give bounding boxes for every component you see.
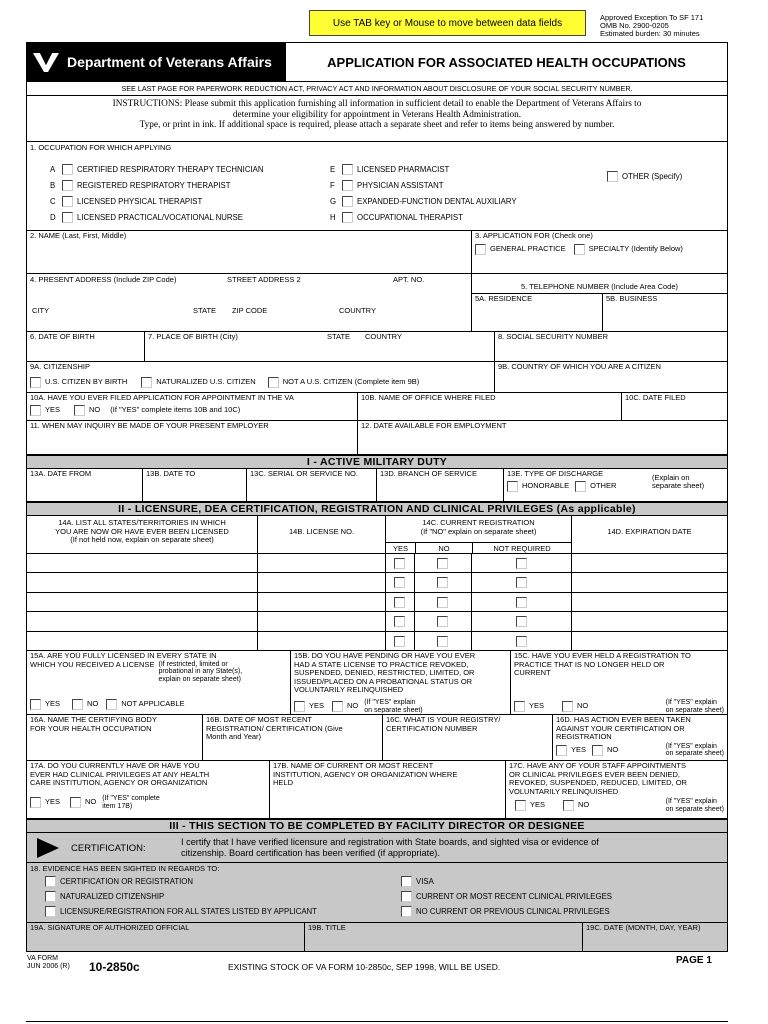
checkbox[interactable] (437, 597, 448, 608)
header-row (27, 43, 727, 82)
occupation-option-c[interactable] (50, 196, 202, 207)
service-no-field[interactable]: 13C. SERIAL OR SERVICE NO. (246, 469, 376, 501)
checkbox[interactable] (62, 164, 73, 175)
q10a-yes-checkbox[interactable] (30, 405, 41, 416)
reg-no-cell (414, 554, 471, 572)
residence-phone-field[interactable]: 5A. RESIDENCE (475, 294, 533, 303)
checkbox[interactable] (516, 636, 527, 647)
q15a-no-checkbox[interactable] (72, 699, 83, 710)
general-practice-checkbox[interactable] (475, 244, 486, 255)
institution-field[interactable]: 17B. NAME OF CURRENT OR MOST RECENT INSTITUTION, AGENCY OR ORGANIZATION WHERE HELD (269, 761, 505, 818)
expiration-date-field[interactable] (571, 573, 727, 591)
checkbox[interactable] (394, 636, 405, 647)
q16d-yes-checkbox[interactable] (556, 745, 567, 756)
state-field[interactable] (27, 593, 257, 611)
reg-nr-cell (471, 573, 571, 591)
business-phone-field[interactable]: 5B. BUSINESS (602, 294, 727, 331)
row-prior-application (27, 393, 727, 421)
evidence-visa[interactable]: VISA (401, 876, 434, 887)
branch-of-service-field[interactable]: 13D. BRANCH OF SERVICE (376, 469, 503, 501)
reg-no-cell (414, 573, 471, 591)
reg-yes-cell (385, 612, 414, 630)
expiration-date-field[interactable] (571, 593, 727, 611)
row-address-phone (27, 274, 727, 332)
omb-info (600, 14, 750, 38)
signature-row (27, 923, 727, 951)
reg-no-cell (414, 612, 471, 630)
form-title: APPLICATION FOR ASSOCIATED HEALTH OCCUPATIONS (285, 43, 727, 81)
checkbox[interactable] (401, 876, 412, 887)
license-no-field[interactable] (257, 593, 385, 611)
evidence-row: 18. EVIDENCE HAS BEEN SIGHTED IN REGARDS TO: CERTIFICATION OR REGISTRATION NATURALIZED CITIZENSHIP LICENSURE/REGISTRATION FOR ALL STATES LISTED BY APPLICANT VISA CURRENT OR MOST RECENT CLINICAL PRIVILEGES NO CURRENT OR PREVIOUS CLINICAL PRIVILEGES (27, 863, 727, 923)
recent-registration-date-field[interactable]: 16B. DATE OF MOST RECENT REGISTRATION/ CERTIFICATION (Give Month and Year) (202, 715, 382, 760)
reg-no-cell (414, 593, 471, 611)
reg-no-cell (414, 632, 471, 650)
table-row (27, 554, 727, 573)
reg-nr-cell (471, 632, 571, 650)
row-birth-ssn (27, 332, 727, 362)
option-label: LICENSED PHARMACIST (357, 165, 450, 174)
row-q15 (27, 651, 727, 715)
section-licensure-heading: II - LICENSURE, DEA CERTIFICATION, REGISTRATION AND CLINICAL PRIVILEGES (As applicable) (27, 502, 727, 516)
occupation-option-e[interactable] (330, 164, 449, 175)
footer-page-number: PAGE 1 (676, 955, 712, 966)
application-form (26, 42, 728, 952)
row-military (27, 469, 727, 502)
option-label: OCCUPATIONAL THERAPIST (357, 213, 463, 222)
checkbox[interactable] (62, 180, 73, 191)
option-label: CERTIFIED RESPIRATORY THERAPY TECHNICIAN (77, 165, 264, 174)
certification-row (27, 833, 727, 863)
option-letter: F (330, 181, 335, 190)
q15a-na-checkbox[interactable] (106, 699, 117, 710)
license-no-field[interactable] (257, 554, 385, 572)
q17a-cell: 17A. DO YOU CURRENTLY HAVE OR HAVE YOU EVER HAD CLINICAL PRIVILEGES AT ANY HEALTH CARE INSTITUTION, AGENCY OR ORGANIZATION YES NO (If "YES" complete item 17B) (30, 761, 210, 810)
section-military-heading: I - ACTIVE MILITARY DUTY (27, 455, 727, 469)
place-of-birth-field[interactable]: 7. PLACE OF BIRTH (City) STATE COUNTRY (144, 332, 494, 361)
option-label: EXPANDED-FUNCTION DENTAL AUXILIARY (357, 197, 517, 206)
footer-existing-stock: EXISTING STOCK OF VA FORM 10-2850c, SEP 1998, WILL BE USED. (228, 962, 501, 972)
naturalized-checkbox[interactable] (141, 377, 152, 388)
signature-field[interactable]: 19A. SIGNATURE OF AUTHORIZED OFFICIAL (30, 923, 190, 932)
checkbox[interactable] (62, 212, 73, 223)
occupation-other-option[interactable]: OTHER (Specify) (607, 171, 682, 182)
occupation-option-d[interactable] (50, 212, 243, 223)
checkbox[interactable] (437, 558, 448, 569)
occupation-section (27, 142, 727, 231)
q17c-yes-checkbox[interactable] (515, 800, 526, 811)
omb-line-3: Estimated burden: 30 minutes (600, 29, 700, 38)
option-letter: B (50, 181, 56, 190)
q15b-yes-checkbox[interactable] (294, 701, 305, 712)
checkbox[interactable] (394, 558, 405, 569)
checkbox[interactable] (516, 616, 527, 627)
reg-yes-cell (385, 593, 414, 611)
telephone-cell: 5. TELEPHONE NUMBER (Include Area Code) 5A. RESIDENCE 5B. BUSINESS (471, 274, 727, 331)
q17c-cell: 17C. HAVE ANY OF YOUR STAFF APPOINTMENTS OR CLINICAL PRIVILEGES EVER BEEN DENIED, REVOKED, SUSPENDED, REDUCED, LIMITED, OR VOLUNTARILY RELINQUISHED YES NO (If "YES" explain on separate sheet) (505, 761, 727, 818)
row-q16 (27, 715, 727, 761)
evidence-current-privileges[interactable]: CURRENT OR MOST RECENT CLINICAL PRIVILEGES (401, 891, 612, 902)
reg-yes-cell (385, 554, 414, 572)
section-director-heading: III - THIS SECTION TO BE COMPLETED BY FACILITY DIRECTOR OR DESIGNEE (27, 819, 727, 833)
occupation-option-b[interactable] (50, 180, 231, 191)
option-label: LICENSED PHYSICAL THERAPIST (77, 197, 203, 206)
omb-line-2: OMB No. 2900-0205 (600, 21, 669, 30)
citizenship-cell: 9A. CITIZENSHIP U.S. CITIZEN BY BIRTH NATURALIZED U.S. CITIZEN NOT A U.S. CITIZEN (Complete item 9B) (30, 362, 420, 386)
licensure-table-header: 14A. LIST ALL STATES/TERRITORIES IN WHICH YOU ARE NOW OR HAVE EVER BEEN LICENSED (If not held now, explain on separate sheet) 14B. LICENSE NO. 14C. CURRENT REGISTRATION (If "NO" explain on separate sheet) YES NO NOT REQUIRED 14D. EXPIRATION DATE (27, 516, 727, 554)
option-letter: H (330, 213, 336, 222)
option-label: LICENSED PRACTICAL/VOCATIONAL NURSE (77, 213, 243, 222)
arrow-right-icon (37, 838, 59, 858)
date-of-birth-field[interactable]: 6. DATE OF BIRTH (30, 332, 95, 341)
expiration-date-field[interactable] (571, 554, 727, 572)
state-field[interactable] (27, 573, 257, 591)
checkbox[interactable] (62, 196, 73, 207)
not-citizen-checkbox[interactable] (268, 377, 279, 388)
q15c-no-checkbox[interactable] (562, 701, 573, 712)
q15c-yes-checkbox[interactable] (514, 701, 525, 712)
registry-number-field[interactable]: 16C. WHAT IS YOUR REGISTRY/ CERTIFICATION NUMBER (382, 715, 552, 760)
option-letter: D (50, 213, 56, 222)
q1-label: 1. OCCUPATION FOR WHICH APPLYING (30, 143, 172, 152)
q16d-cell: 16D. HAS ACTION EVER BEEN TAKEN AGAINST YOUR CERTIFICATION OR REGISTRATION YES NO (If "YES" explain on separate sheet) (552, 715, 727, 760)
checkbox[interactable] (342, 164, 353, 175)
reg-yes-cell (385, 573, 414, 591)
instructions: INSTRUCTIONS: Please submit this application furnishing all information in sufficient detail to enable the Department of Veterans Affairs to determine your eligibility for appointment in Veterans Health Administration. Type, or print in ink. If additional space is required, please attach a separate sheet and refer to items being answered by number. (27, 96, 727, 142)
table-row (27, 593, 727, 612)
checkbox[interactable] (607, 171, 618, 182)
evidence-licensure[interactable]: LICENSURE/REGISTRATION FOR ALL STATES LISTED BY APPLICANT (45, 906, 317, 917)
certification-text: I certify that I have verified licensure and registration with State boards, and sighted visa or evidence of citizenship. Board certification has been verified (if appropriate). (181, 837, 599, 858)
va-logo-icon (31, 49, 61, 75)
date-filed-field[interactable]: 10C. DATE FILED (621, 393, 727, 420)
date-to-field[interactable]: 13B. DATE TO (142, 469, 246, 501)
checkbox[interactable] (516, 597, 527, 608)
table-row (27, 573, 727, 592)
expiration-date-field[interactable] (571, 612, 727, 630)
occupation-option-g[interactable] (330, 196, 517, 207)
specialty-checkbox[interactable] (574, 244, 585, 255)
us-citizen-birth-checkbox[interactable] (30, 377, 41, 388)
evidence-no-privileges[interactable]: NO CURRENT OR PREVIOUS CLINICAL PRIVILEGES (401, 906, 610, 917)
checkbox[interactable] (342, 212, 353, 223)
name-field[interactable]: 2. NAME (Last, First, Middle) (30, 231, 127, 240)
reg-nr-cell (471, 612, 571, 630)
q15c-cell: 15C. HAVE YOU EVER HELD A REGISTRATION TO PRACTICE THAT IS NO LONGER HELD OR CURRENT YES NO (If "YES" explain on separate sheet) (510, 651, 727, 714)
license-no-field[interactable] (257, 612, 385, 630)
license-no-field[interactable] (257, 573, 385, 591)
address-field[interactable]: 4. PRESENT ADDRESS (Include ZIP Code) STREET ADDRESS 2 APT. NO. CITY STATE ZIP CODE COUNTRY (30, 275, 425, 315)
q16d-no-checkbox[interactable] (592, 745, 603, 756)
va-logo-block (27, 43, 285, 81)
option-letter: A (50, 165, 56, 174)
dept-name: Department of Veterans Affairs (67, 54, 272, 70)
table-row (27, 632, 727, 651)
row-name-application (27, 231, 727, 274)
prior-application-cell: 10A. HAVE YOU EVER FILED APPLICATION FOR APPOINTMENT IN THE VA YES NO (If "YES" complete items 10B and 10C) (30, 393, 294, 414)
occupation-option-a[interactable] (50, 164, 263, 175)
q17a-no-checkbox[interactable] (70, 797, 81, 808)
checkbox[interactable] (437, 636, 448, 647)
q10a-no-checkbox[interactable] (74, 405, 85, 416)
checkbox[interactable] (437, 616, 448, 627)
checkbox[interactable] (45, 876, 56, 887)
checkbox[interactable] (45, 906, 56, 917)
option-letter: E (330, 165, 336, 174)
footer-form-number: 10-2850c (89, 960, 140, 974)
discharge-type-cell: 13E. TYPE OF DISCHARGE HONORABLE OTHER (Explain on separate sheet) (503, 469, 727, 501)
option-label: PHYSICIAN ASSISTANT (357, 181, 444, 190)
checkbox[interactable] (516, 558, 527, 569)
q15a-cell: 15A. ARE YOU FULLY LICENSED IN EVERY STATE IN WHICH YOU RECEIVED A LICENSE (If restricted, limited or probational in any State(s), explain on separate sheet) YES NO NOT APPLICABLE (30, 651, 243, 709)
state-field[interactable] (27, 554, 257, 572)
row-employer-availability (27, 421, 727, 455)
country-of-citizenship-field[interactable]: 9B. COUNTRY OF WHICH YOU ARE A CITIZEN (494, 362, 727, 392)
checkbox[interactable] (394, 597, 405, 608)
q17a-yes-checkbox[interactable] (30, 797, 41, 808)
checkbox[interactable] (401, 891, 412, 902)
q15b-no-checkbox[interactable] (332, 701, 343, 712)
evidence-naturalized[interactable]: NATURALIZED CITIZENSHIP (45, 891, 164, 902)
see-last-page-notice: SEE LAST PAGE FOR PAPERWORK REDUCTION ACT, PRIVACY ACT AND INFORMATION ABOUT DISCLOSURE OF YOUR SOCIAL SECURITY NUMBER. (27, 82, 727, 96)
date-available-field[interactable]: 12. DATE AVAILABLE FOR EMPLOYMENT (357, 421, 727, 454)
q17c-no-checkbox[interactable] (563, 800, 574, 811)
state-field[interactable] (27, 612, 257, 630)
honorable-checkbox[interactable] (507, 481, 518, 492)
checkbox[interactable] (394, 577, 405, 588)
office-where-filed-field[interactable]: 10B. NAME OF OFFICE WHERE FILED (357, 393, 621, 420)
application-for-cell: 3. APPLICATION FOR (Check one) GENERAL PRACTICE SPECIALTY (Identify Below) (471, 231, 727, 273)
checkbox[interactable] (342, 180, 353, 191)
occupation-option-f[interactable] (330, 180, 444, 191)
option-letter: C (50, 197, 56, 206)
employer-inquiry-field[interactable]: 11. WHEN MAY INQUIRY BE MADE OF YOUR PRESENT EMPLOYER (30, 421, 269, 430)
checkbox[interactable] (516, 577, 527, 588)
date-field[interactable]: 19C. DATE (MONTH, DAY, YEAR) (582, 923, 727, 951)
title-field[interactable]: 19B. TITLE (304, 923, 582, 951)
tab-instruction-note: Use TAB key or Mouse to move between data fields (309, 10, 586, 36)
certifying-body-field[interactable]: 16A. NAME THE CERTIFYING BODY FOR YOUR HEALTH OCCUPATION (30, 715, 157, 733)
state-field[interactable] (27, 632, 257, 650)
occupation-option-h[interactable] (330, 212, 463, 223)
certification-label: CERTIFICATION: (71, 843, 146, 854)
expiration-date-field[interactable] (571, 632, 727, 650)
footer-form-id: VA FORM JUN 2006 (R) (27, 955, 70, 970)
other-discharge-checkbox[interactable] (575, 481, 586, 492)
q15a-yes-checkbox[interactable] (30, 699, 41, 710)
checkbox[interactable] (401, 906, 412, 917)
option-label: REGISTERED RESPIRATORY THERAPIST (77, 181, 231, 190)
row-q17 (27, 761, 727, 819)
reg-nr-cell (471, 554, 571, 572)
table-row (27, 612, 727, 631)
license-no-field[interactable] (257, 632, 385, 650)
q15b-cell: 15B. DO YOU HAVE PENDING OR HAVE YOU EVER HAD A STATE LICENSE TO PRACTICE REVOKED, SUSPENDED, DENIED, RESTRICTED, LIMITED, OR ISSUED/PLACED ON A PROBATIONAL STATUS OR VOLUNTARILY RELINQUISHED YES NO (If "YES" explain on separate sheet) (290, 651, 510, 714)
date-from-field[interactable]: 13A. DATE FROM (30, 469, 92, 478)
omb-line-1: Approved Exception To SF 171 (600, 13, 704, 22)
reg-yes-cell (385, 632, 414, 650)
option-letter: G (330, 197, 337, 206)
checkbox[interactable] (45, 891, 56, 902)
checkbox[interactable] (394, 616, 405, 627)
ssn-field[interactable]: 8. SOCIAL SECURITY NUMBER (494, 332, 727, 361)
checkbox[interactable] (342, 196, 353, 207)
checkbox[interactable] (437, 577, 448, 588)
row-citizenship (27, 362, 727, 393)
reg-nr-cell (471, 593, 571, 611)
evidence-certification[interactable]: CERTIFICATION OR REGISTRATION (45, 876, 193, 887)
